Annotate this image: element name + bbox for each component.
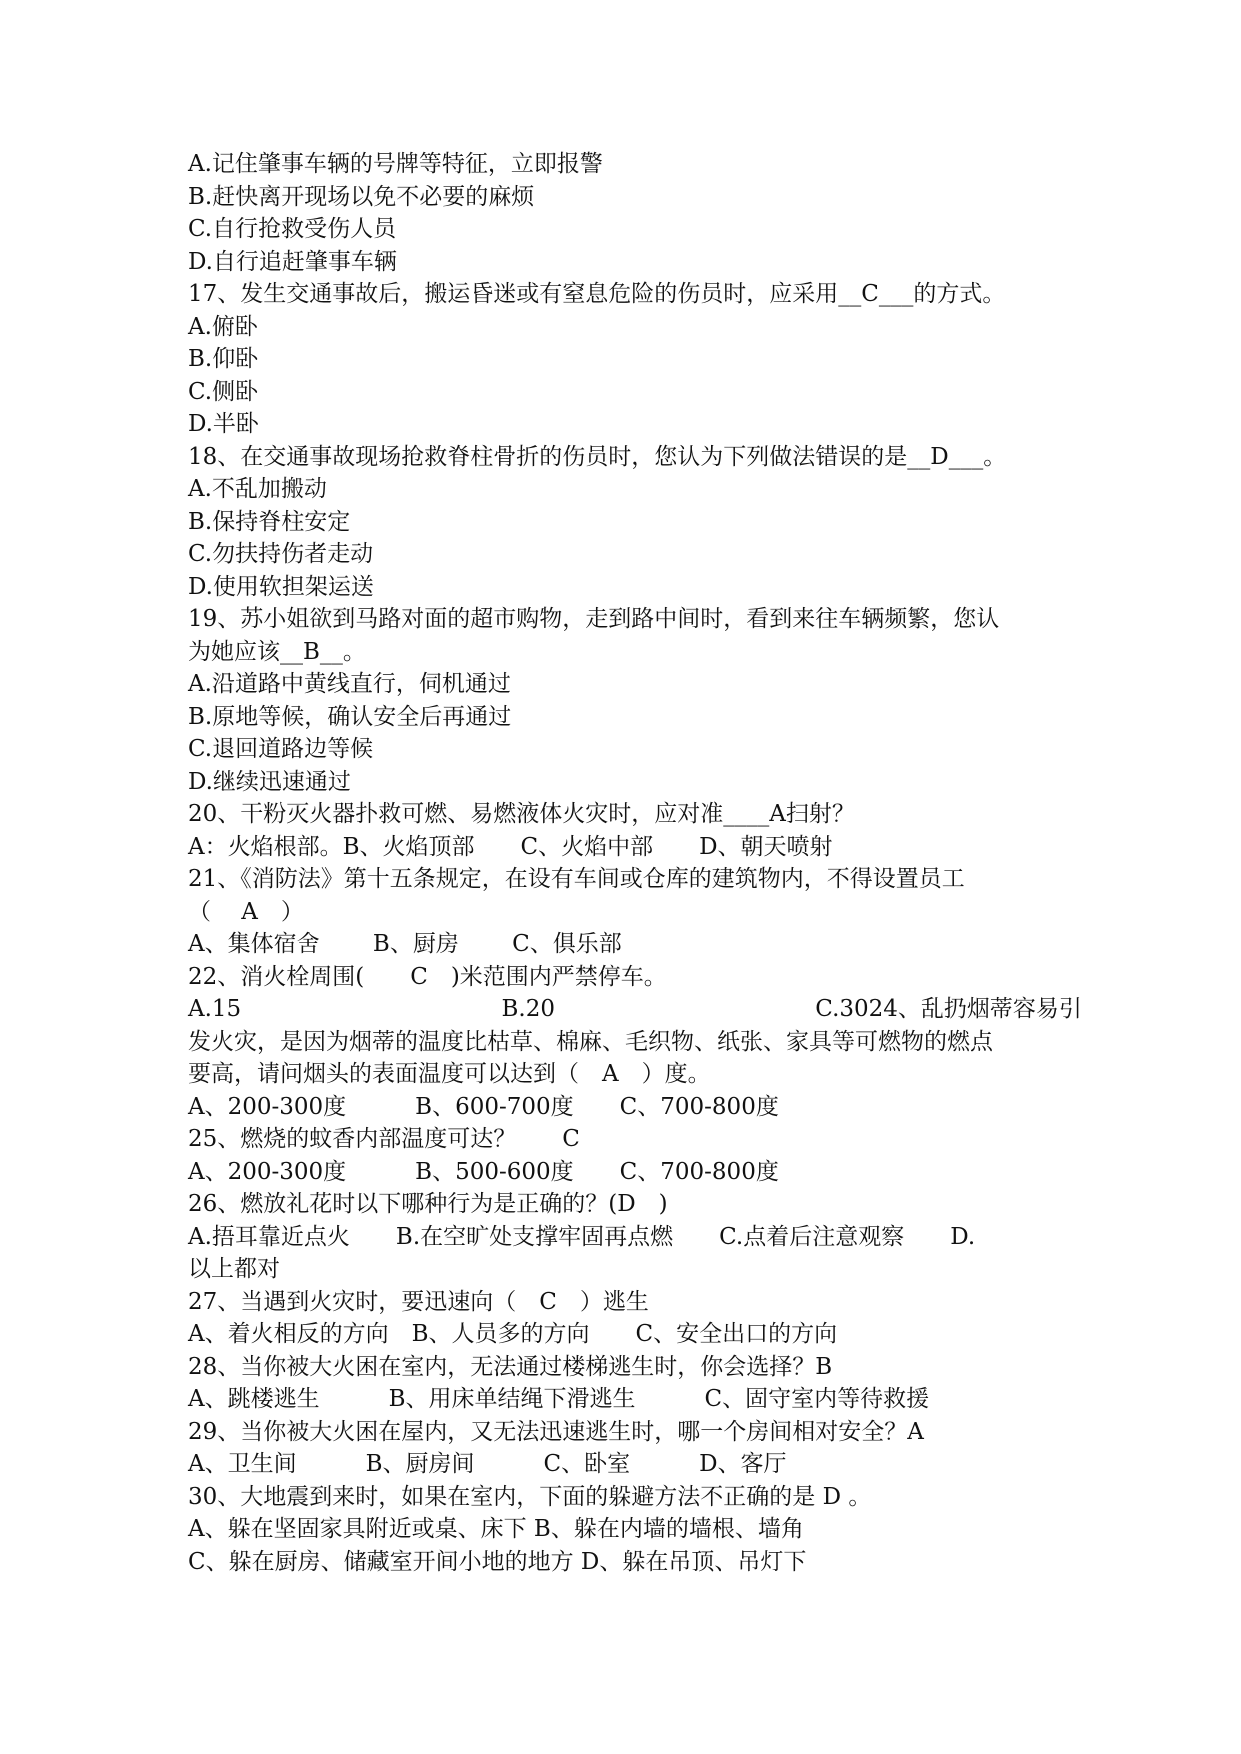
text-line: A、躲在坚固家具附近或桌、床下 B、躲在内墙的墙根、墙角: [188, 1516, 804, 1542]
text-line: 18、在交通事故现场抢救脊柱骨折的伤员时，您认为下列做法错误的是__D___。: [188, 443, 1007, 470]
text-line: 29、当你被大火困在屋内，又无法迅速逃生时，哪一个房间相对安全？A: [188, 1418, 924, 1445]
text-line: D.使用软担架运送: [188, 573, 374, 600]
text-line: A、集体宿舍 B、厨房 C、俱乐部: [188, 931, 622, 957]
text-line: D.自行追赶肇事车辆: [188, 248, 397, 275]
text-line: A.不乱加搬动: [188, 476, 327, 502]
text-line: 要高，请问烟头的表面温度可以达到（ A ）度。: [188, 1061, 711, 1087]
text-line: B.赶快离开现场以免不必要的麻烦: [188, 183, 535, 210]
text-line: 为她应该__B__。: [188, 638, 366, 665]
text-line: A.15 B.20 C.3024、乱扔烟蒂容易引: [188, 996, 1082, 1022]
text-line: （ A ）: [188, 898, 304, 925]
text-line: 25、燃烧的蚊香内部温度可达？ C: [188, 1126, 580, 1152]
text-line: 17、发生交通事故后，搬运昏迷或有窒息危险的伤员时，应采用__C___的方式。: [188, 281, 1006, 307]
text-line: A.沿道路中黄线直行，伺机通过: [188, 671, 511, 697]
text-line: 20、干粉灭火器扑救可燃、易燃液体火灾时，应对准____A扫射？: [188, 801, 855, 827]
text-line: A.俯卧: [188, 313, 258, 340]
text-line: C.侧卧: [188, 378, 259, 405]
text-line: 22、消火栓周围( C )米范围内严禁停车。: [188, 963, 667, 990]
text-line: C.自行抢救受伤人员: [188, 216, 397, 242]
text-line: B.保持脊柱安定: [188, 508, 351, 535]
text-line: D.半卧: [188, 411, 259, 437]
text-line: B.仰卧: [188, 346, 259, 372]
text-line: C.退回道路边等候: [188, 736, 374, 762]
text-line: D.继续迅速通过: [188, 768, 351, 795]
text-line: B.原地等候，确认安全后再通过: [188, 703, 512, 730]
text-line: A：火焰根部。B、火焰顶部 C、火焰中部 D、朝天喷射: [188, 833, 833, 860]
text-line: 27、当遇到火灾时，要迅速向（ C ）逃生: [188, 1288, 649, 1315]
text-line: 以上都对: [188, 1256, 280, 1282]
text-line: A、200-300度 B、500-600度 C、700-800度: [188, 1158, 779, 1185]
text-line: 28、当你被大火困在室内，无法通过楼梯逃生时，你会选择？B: [188, 1353, 833, 1380]
text-line: A、跳楼逃生 B、用床单结绳下滑逃生 C、固守室内等待救援: [188, 1386, 930, 1412]
text-line: 21、《消防法》第十五条规定，在设有车间或仓库的建筑物内，不得设置员工: [188, 866, 965, 892]
text-line: 发火灾，是因为烟蒂的温度比枯草、棉麻、毛织物、纸张、家具等可燃物的燃点: [188, 1028, 993, 1055]
document-body: [188, 148, 1082, 1578]
text-line: A、200-300度 B、600-700度 C、700-800度: [188, 1093, 779, 1120]
text-line: 30、大地震到来时，如果在室内，下面的躲避方法不正确的是 D 。: [188, 1483, 872, 1510]
text-line: 26、燃放礼花时以下哪种行为是正确的？(D ): [188, 1191, 668, 1217]
text-line: A、着火相反的方向 B、人员多的方向 C、安全出口的方向: [188, 1321, 838, 1347]
text-line: C.勿扶持伤者走动: [188, 541, 374, 567]
text-line: A、卫生间 B、厨房间 C、卧室 D、客厅: [188, 1451, 787, 1477]
text-line: A.记住肇事车辆的号牌等特征，立即报警: [188, 151, 603, 177]
text-line: A.捂耳靠近点火 B.在空旷处支撑牢固再点燃 C.点着后注意观察 D.: [188, 1223, 976, 1250]
text-line: C、躲在厨房、储藏室开间小地的地方 D、躲在吊顶、吊灯下: [188, 1548, 807, 1575]
text-line: 19、苏小姐欲到马路对面的超市购物，走到路中间时，看到来往车辆频繁，您认: [188, 606, 1000, 632]
